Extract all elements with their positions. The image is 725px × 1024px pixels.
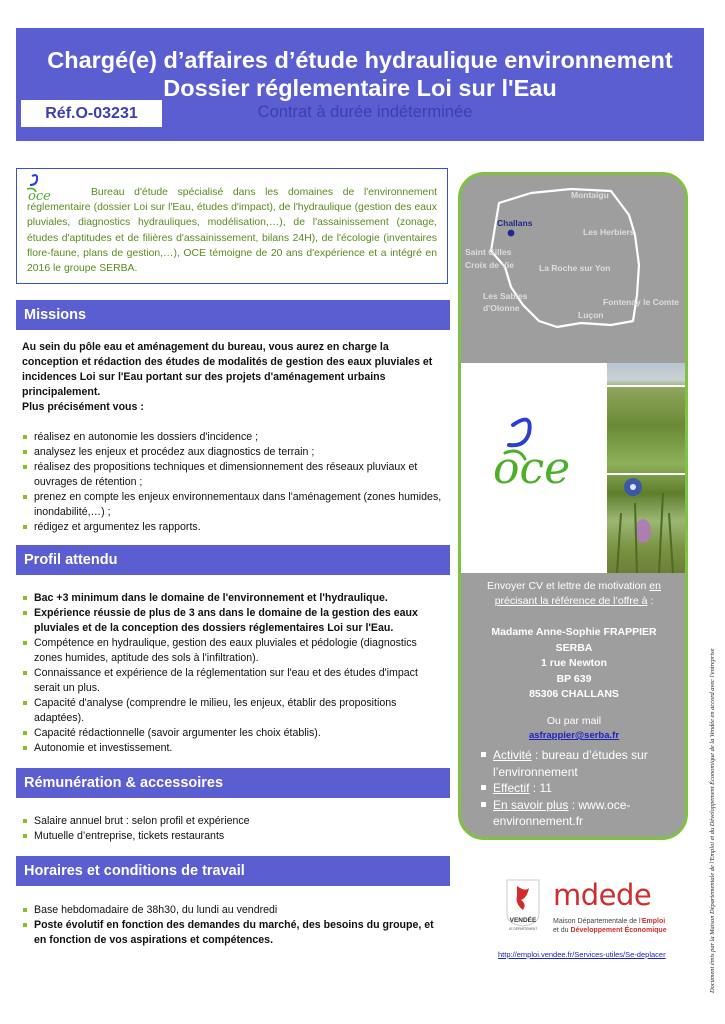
section-title-horaires: Horaires et conditions de travail	[16, 856, 450, 886]
city-label: Les Herbiers	[583, 227, 635, 237]
send-colon: :	[650, 595, 654, 607]
list-item: Autonomie et investissement.	[22, 741, 442, 756]
list-item: Salaire annuel brut : selon profil et expérience	[22, 814, 442, 829]
contact-name: Madame Anne-Sophie FRAPPIER	[491, 626, 657, 638]
plus-label[interactable]: En savoir plus	[493, 797, 569, 812]
city-label: Fontenay le Comte	[603, 297, 680, 307]
company-info-list	[481, 747, 681, 830]
list-item: Connaissance et expérience de la réglementation sur l'eau et des études d'impact serait un plus.	[22, 666, 442, 696]
list-item: Capacité d'analyse (comprendre le milieu, les enjeux, établir des propositions adaptées).	[22, 696, 442, 726]
section-title-remuneration: Rémunération & accessoires	[16, 768, 450, 798]
page-title	[16, 46, 704, 102]
list-item: réalisez des propositions techniques et dimensionnement des réseaux pluviaux et ouvrages de rétention ;	[22, 460, 442, 490]
city-label: Saint Gilles	[465, 247, 512, 257]
contact-sidebar	[458, 172, 688, 840]
postal-box: BP 639	[556, 672, 592, 685]
effectif-value: : 11	[529, 781, 552, 795]
contract-type: Contrat à durée indéterminée	[257, 103, 473, 121]
city-label: d'Olonne	[483, 303, 520, 313]
missions-precisely: Plus précisément vous :	[22, 401, 144, 413]
send-line-1: Envoyer CV et lettre de motivation	[487, 580, 647, 592]
list-item: Base hebdomadaire de 38h30, du lundi au vendredi	[22, 903, 442, 918]
activite-label: Activité	[493, 748, 532, 762]
missions-list	[22, 430, 442, 535]
city-label: Croix de Vie	[465, 260, 514, 270]
oce-logo-block	[461, 363, 607, 573]
vendee-logo-icon	[503, 878, 543, 934]
missions-intro: Au sein du pôle eau et aménagement du bureau, vous aurez en charge la conception et rédaction des études de modalités de gestion des eaux pluviales et incidences Loi sur l'Eau portant sur des projets d'aménagement urbains principalement.	[22, 341, 433, 398]
city-label: Montaigu	[571, 190, 609, 200]
profil-body	[22, 591, 442, 756]
oce-small-text: oce	[28, 189, 51, 203]
challans-marker	[508, 230, 515, 237]
plus-value[interactable]: : www.oce-environnement.fr	[493, 797, 631, 828]
vendee-text: VENDÉE	[509, 917, 537, 924]
vertical-note-text: Document émis par la Maison Départementale de l'Emploi et du Développement Économique de la Vendée en accord avec l'entreprise	[709, 648, 716, 993]
effectif-label: Effectif	[493, 781, 530, 795]
list-item: Bac +3 minimum dans le domaine de l'environnement et l'hydraulique.	[22, 591, 442, 606]
vendee-sub: LE DÉPARTEMENT	[508, 927, 538, 931]
footer-link[interactable]: http://emploi.vendee.fr/Services-utiles/Se-deplacer	[498, 950, 666, 959]
postal-address	[469, 625, 679, 703]
oce-logo-icon	[24, 173, 56, 203]
section-title-missions: Missions	[16, 300, 450, 330]
title-line-2: Dossier réglementaire Loi sur l'Eau	[163, 75, 557, 101]
horaires-list	[22, 903, 442, 948]
or-by-mail: Ou par mail	[546, 715, 602, 727]
list-item	[481, 747, 681, 780]
horaires-body	[22, 903, 442, 948]
list-item: Capacité rédactionnelle (savoir argumenter les choix établis).	[22, 726, 442, 741]
send-instructions	[469, 579, 679, 609]
list-item: réalisez en autonomie les dossiers d'incidence ;	[22, 430, 442, 445]
list-item: Mutuelle d’entreprise, tickets restaurants	[22, 829, 442, 844]
oce-logo-text: oce	[493, 443, 571, 494]
list-item	[481, 780, 681, 797]
city: 85306 CHALLANS	[529, 688, 619, 700]
list-item: prenez en compte les enjeux environnementaux dans l'aménagement (zones humides, inondabilité,…) ;	[22, 490, 442, 520]
mdede-subtitle	[553, 917, 667, 935]
list-item: Expérience réussie de plus de 3 ans dans le domaine de la gestion des eaux pluviales et de la conception des dossiers réglementaires Loi sur l'Eau.	[22, 606, 442, 636]
nature-photos	[607, 363, 685, 573]
missions-body	[22, 340, 442, 535]
company-name: SERBA	[555, 641, 593, 654]
list-item: rédigez et argumentez les rapports.	[22, 520, 442, 535]
city-label: Challans	[497, 218, 533, 228]
section-title-profil: Profil attendu	[16, 545, 450, 575]
city-label: La Roche sur Yon	[539, 263, 611, 273]
city-label: Luçon	[578, 310, 604, 320]
reference-badge: Réf.O-03231	[20, 99, 163, 128]
title-line-1: Chargé(e) d’affaires d’étude hydraulique environnement	[47, 47, 673, 73]
mdede-sub-2a: et du	[553, 927, 571, 934]
vendee-map	[461, 175, 685, 365]
mdede-sub-1b: Emploi	[641, 918, 666, 925]
mdede-name: mdede	[553, 878, 652, 912]
send-line-2: précisant la référence de l’offre à	[494, 595, 648, 607]
remuneration-list	[22, 814, 442, 844]
list-item: Compétence en hydraulique, gestion des eaux pluviales et pédologie (diagnostics zones humides, aptitude des sols à l'infiltration).	[22, 636, 442, 666]
mdede-sub-1a: Maison Départementale de l'	[553, 918, 642, 925]
list-item: analysez les enjeux et procédez aux diagnostics de terrain ;	[22, 445, 442, 460]
profil-list	[22, 591, 442, 756]
activite-value: : bureau d’études sur l’environnement	[493, 748, 648, 779]
street: 1 rue Newton	[541, 657, 607, 669]
send-en: en	[649, 580, 661, 592]
intro-text: Bureau d'étude spécialisé dans les domaines de l'environnement réglementaire (dossier Loi sur l'Eau, études d'impact), de l'hydraulique (gestion des eaux pluviales, diagnostics hydrauliques, modélisation,…), de l'assainissement (zonage, études d'aptitudes et de filières d'assainissement, bilans 24H), de l'écologie (inventaires flore-faune, plans de gestion,…), OCE témoigne de 20 ans d'expérience et a intégré en 2016 le groupe SERBA.	[27, 187, 437, 275]
oce-logo-icon	[461, 363, 607, 573]
mdede-logo	[553, 878, 683, 938]
list-item[interactable]	[481, 797, 681, 830]
flower-photo	[607, 363, 685, 573]
vertical-note	[703, 573, 715, 993]
remuneration-body	[22, 814, 442, 844]
city-label: Les Sables	[483, 291, 528, 301]
mdede-sub-2b: Développement Économique	[570, 927, 667, 934]
email-link[interactable]: asfrappier@serba.fr	[528, 730, 620, 741]
company-intro-box	[16, 168, 448, 284]
list-item: Poste évolutif en fonction des demandes du marché, des besoins du groupe, et en fonction de vos aspirations et compétences.	[22, 918, 442, 948]
